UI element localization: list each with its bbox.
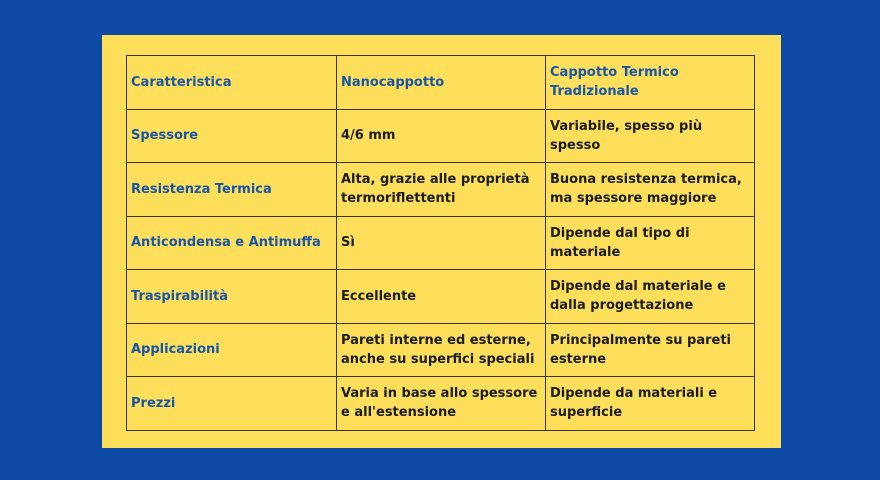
row-label: Applicazioni (127, 323, 337, 377)
comparison-card (102, 35, 781, 448)
traditional-cell: Dipende dal materiale e dalla progettazione (546, 270, 755, 324)
nanocappotto-cell: Varia in base allo spessore e all'estensione (337, 377, 546, 431)
nanocappotto-cell: Pareti interne ed esterne, anche su superfici speciali (337, 323, 546, 377)
row-label: Spessore (127, 109, 337, 163)
header-cell-feature: Caratteristica (127, 56, 337, 110)
table-row (127, 377, 755, 431)
traditional-cell: Dipende dal tipo di materiale (546, 216, 755, 270)
table-row (127, 270, 755, 324)
table-row (127, 109, 755, 163)
table-row (127, 216, 755, 270)
traditional-cell: Variabile, spesso più spesso (546, 109, 755, 163)
comparison-table (126, 55, 755, 431)
nanocappotto-cell: 4/6 mm (337, 109, 546, 163)
table-row (127, 163, 755, 217)
row-label: Resistenza Termica (127, 163, 337, 217)
row-label: Prezzi (127, 377, 337, 431)
row-label: Traspirabilità (127, 270, 337, 324)
traditional-cell: Principalmente su pareti esterne (546, 323, 755, 377)
nanocappotto-cell: Alta, grazie alle proprietà termoriflettenti (337, 163, 546, 217)
table-header-row (127, 56, 755, 110)
nanocappotto-cell: Eccellente (337, 270, 546, 324)
header-cell-traditional: Cappotto Termico Tradizionale (546, 56, 755, 110)
traditional-cell: Buona resistenza termica, ma spessore maggiore (546, 163, 755, 217)
row-label: Anticondensa e Antimuffa (127, 216, 337, 270)
table-row (127, 323, 755, 377)
header-cell-nanocappotto: Nanocappotto (337, 56, 546, 110)
traditional-cell: Dipende da materiali e superficie (546, 377, 755, 431)
nanocappotto-cell: Sì (337, 216, 546, 270)
